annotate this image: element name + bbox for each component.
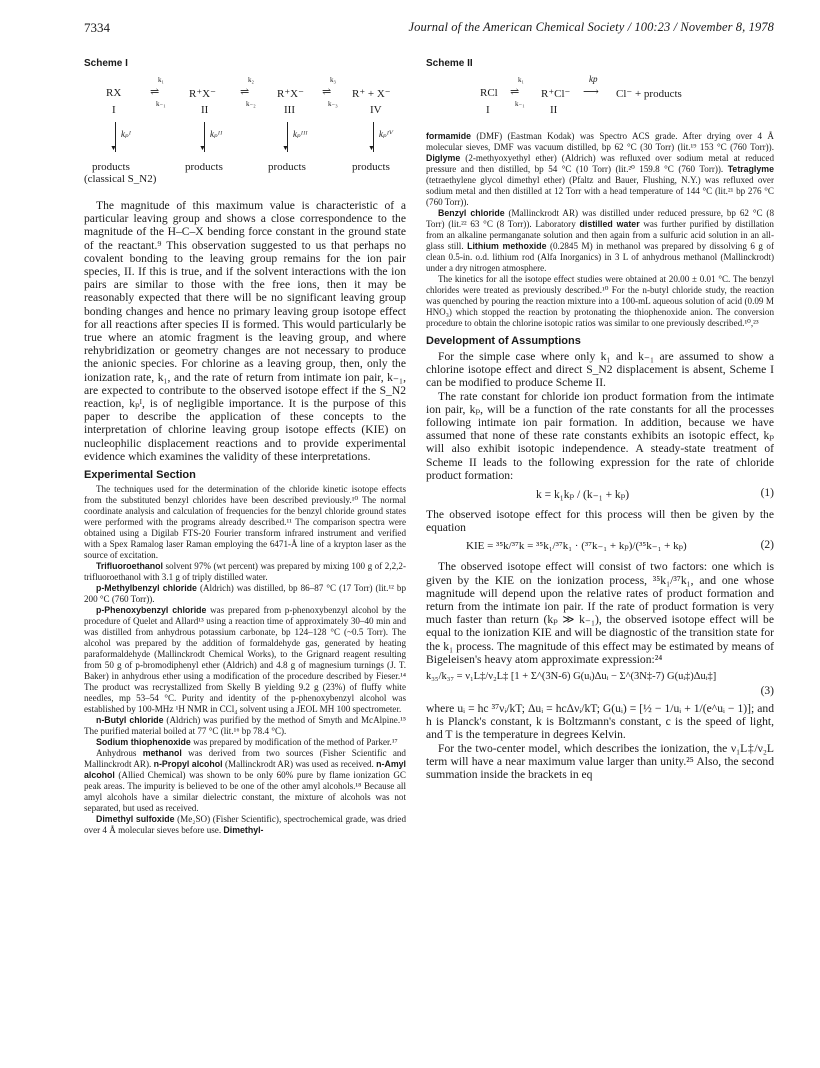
equilibrium-arrow-1: ⇌ [150, 86, 159, 98]
numeral-iii: III [284, 104, 295, 116]
npa-text: (Mallinckrodt AR) was used as received. [222, 759, 377, 770]
stp-label: Sodium thiophenoxide [96, 737, 191, 748]
naa-label: n-Amyl alcohol [84, 759, 406, 781]
chloride-products: Cl⁻ + products [616, 88, 682, 100]
exp-paragraph-dmf [426, 131, 774, 208]
right-column [426, 58, 774, 781]
classical-sn2-note: (classical S_N2) [84, 173, 157, 185]
numeral-ii-s2: II [550, 104, 558, 116]
lime-text: (0.2845 M) in methanol was prepared by dissolving 6 g of clean 0.5-in. o.d. lithium rod (Alfa Inorganics) in 3 L of anhydrous methanol (Mallinckrodt) under a dry nitrogen atmosphere. [426, 241, 774, 273]
equilibrium-arrow-2: ⇌ [240, 86, 249, 98]
k-1-label: k₋₁ [156, 100, 166, 108]
meoh-pre: Anhydrous [96, 748, 143, 759]
dev-paragraph-2: The rate constant for chloride ion product formation from the intimate ion pair, kₚ, will be a function of the rate constants for all the processes following intimate ion pair formation. In addition, because we have assumed that none of these rate constants exhibits an isotopic effect, kₚ will also exhibit isotopic independence. A steady-state treatment of Scheme II leads to the following expression for the rate of chloride product formation: [426, 389, 774, 482]
tetraglyme-text: (tetraethylene glycol dimethyl ether) (Pfaltz and Bauer, Flushing, N.Y.) was refluxed over sodium metal and then distilled at 12 Torr with a head temperature of 144 °C (lit.²¹ bp 276 °C (760 Torr)). [426, 175, 774, 207]
naa-text: (Allied Chemical) was shown to be only 60% pure by flame ionization GC peak areas. The impurity is believed to be one of the other amyl alcohols.¹⁸ Because all amyl alcohols have a similar dielectric constant, the mixture of alcohols was not separated, but used as received. [84, 770, 406, 814]
equation-2 [426, 539, 774, 555]
development-heading: Development of Assumptions [426, 335, 581, 347]
dev-paragraph-3: The observed isotope effect for this process will then be given by the equation [426, 508, 774, 535]
k3-label: k₃ [330, 76, 336, 84]
equation-3-number: (3) [760, 685, 774, 698]
benzyl-text: (Mallinckrodt AR) was distilled under reduced pressure, bp 62 °C (8 Torr) (lit.²² 63 °C (8 Torr)). Laboratory [426, 208, 774, 229]
experimental-heading: Experimental Section [84, 469, 196, 482]
nbc-text: (Aldrich) was purified by the method of Smyth and McAlpine.¹⁵ The purified material boiled at 77 °C (lit.¹⁶ bp 78.4 °C). [84, 715, 406, 737]
species-rx: RX [106, 87, 122, 99]
meoh-label: methanol [142, 748, 182, 759]
numeral-ii: II [201, 104, 209, 116]
numeral-iv: IV [370, 104, 382, 116]
equation-2-body: KIE = ³⁵k/³⁷k = ³⁵k₁/³⁷k₁ · (³⁷k₋₁ + kₚ)/(³⁵k₋₁ + kₚ) [466, 540, 687, 553]
dev-paragraph-4: The observed isotope effect will consist of two factors: one which is given by the KIE on the ionization process, ³⁵k₁/³⁷k₁, and one whose magnitude will depend upon the relative rates of product formation and return from the intimate ion pair. If the rate of product formation is very much faster than return (kₚ ≫ k₋₁), the observed isotope effect will be equal to the ionization KIE and will be diagnostic of the transition state for the k₁ process. The magnitude of this effect may be estimated by means of Bigeleisen's heavy atom approximate expression:²⁴ [426, 560, 774, 666]
page-header [84, 20, 774, 40]
benzyl-label: Benzyl chloride [438, 208, 505, 218]
exp-paragraph-tfe [84, 561, 406, 583]
k1-label-s2: k₁ [518, 76, 524, 84]
left-column [84, 58, 406, 836]
ppb-label: p-Phenoxybenzyl chloride [96, 605, 207, 616]
products-2: products [185, 161, 223, 173]
products-1: products [92, 161, 130, 173]
page-number: 7334 [84, 20, 110, 35]
kp-label-s2: kp [589, 74, 598, 84]
nbc-label: n-Butyl chloride [96, 715, 164, 726]
equation-3 [426, 671, 774, 699]
k-2-label: k₋₂ [246, 100, 256, 108]
equation-1 [426, 487, 774, 503]
kp-i-label: kₚᴵ [121, 129, 131, 139]
exp-paragraph-alcohols [84, 748, 406, 814]
species-ion-pair-intimate: R⁺X⁻ [189, 88, 216, 100]
water-label: distilled water [579, 219, 640, 229]
scheme-1-label: Scheme I [84, 58, 128, 69]
stp-text: was prepared by modification of the method of Parker.¹⁷ [190, 737, 398, 748]
k-1-label-s2: k₋₁ [515, 100, 525, 108]
tfe-label: Trifluoroethanol [96, 561, 163, 572]
pmb-label: p-Methylbenzyl chloride [96, 583, 197, 594]
dev-paragraph-5: where uᵢ = hc ³⁷νᵢ/kT; Δuᵢ = hcΔνᵢ/kT; G(uᵢ) = [½ − 1/uᵢ + 1/(e^uᵢ − 1)]; and h is Planck's constant, k is Boltzmann's constant, c is the speed of light, and T is the temperature in degrees Kelvin. [426, 702, 774, 742]
scheme-2-label: Scheme II [426, 58, 473, 69]
npa-label: n-Propyl alcohol [153, 759, 223, 770]
forward-arrow-s2: ⟶ [583, 86, 599, 98]
products-4: products [352, 161, 390, 173]
equation-3-body: k₃₅/k₃₇ = ν₁L‡/ν₂L‡ [1 + Σ^(3N-6) G(uᵢ)Δuᵢ − Σ^(3N‡-7) G(uᵢ‡)Δuᵢ‡] [426, 671, 717, 683]
exp-paragraph-pmb [84, 583, 406, 605]
arrowhead-3: ▼ [282, 144, 289, 152]
dmso-text: (Me₂SO) (Fisher Scientific), spectrochemical grade, was dried over 4 Å molecular sieves before use. [84, 814, 406, 836]
exp-paragraph-kinetics: The kinetics for all the isotope effect studies were obtained at 20.00 ± 0.01 °C. The benzyl chlorides were treated as previously described.¹⁰ For the n-butyl chloride study, the reaction was quenched by pouring the reaction mixture into a 100-mL aqueous solution of acid (0.09 M HNO₃) which stopped the reaction by protonating the thiophenoxide anion. The conversion procedure to obtain the chlorine isotopic ratios was similar to one previously described.¹⁰,²³ [426, 274, 774, 328]
species-free-ions: R⁺ + X⁻ [352, 88, 391, 100]
arrowhead-1: ▼ [110, 144, 117, 152]
exp-paragraph-techniques: The techniques used for the determination of the chloride kinetic isotope effects from the substituted benzyl chlorides have been described previously.¹⁰ The normal coordinate analysis and calculation of frequencies for the benzyl chloride ground states were performed with the programs already described.¹¹ The comparison spectra were obtained using a Digilab FTS-20 Fourier transform infrared instrument and verified with a Spex Ramalog laser Raman employing the 6471-Å line of a krypton laser as the source of excitation. [84, 484, 406, 561]
products-3: products [268, 161, 306, 173]
kp-iii-label: kₚᴵᴵᴵ [293, 129, 308, 139]
numeral-i-s2: I [486, 104, 490, 116]
numeral-i: I [112, 104, 116, 116]
species-rcl: RCl [480, 87, 498, 99]
exp-paragraph-benzyl [426, 208, 774, 274]
meoh-text: was derived from two sources (Fisher Scientific and Mallinckrodt AR). [84, 748, 406, 770]
equation-2-number: (2) [760, 539, 774, 552]
lime-label: Lithium methoxide [467, 241, 547, 251]
journal-citation: Journal of the American Chemical Society / 100:23 / November 8, 1978 [408, 20, 774, 34]
k-3-label: k₋₃ [328, 100, 338, 108]
k2-label: k₂ [248, 76, 254, 84]
k1-label: k₁ [158, 76, 164, 84]
dev-paragraph-1: For the simple case where only k₁ and k₋₁ are assumed to show a chlorine isotope effect and direct S_N2 displacement is absent, Scheme I can be modified to produce Scheme II. [426, 350, 774, 390]
ppb-text: was prepared from p-phenoxybenzyl alcohol by the procedure of Quelet and Allard¹³ using a reaction time of approximately 30–40 min and was distilled from anhydrous potassium carbonate, bp 124–128 °C (~0.5 Torr). The alcohol was prepared by the addition of formaldehyde gas, generated by heating paraformaldehyde (Mallinckrodt Chemical Works), to the Grignard reagent resulting from 50 g of p-bromodiphenyl ether (Aldrich) and 4.8 g of magnesium turnings (J. T. Baker) in anhydrous ether using a modification of the procedure described by Fieser.¹⁴ The product was recrystallized from Skelly B yielding 9.2 g (23%) of fluffy white needles, mp 53–54 °C. Purity and identity of the p-phenoxybenzyl alcohol was established by 100-MHz ¹H NMR in CCl₄ solvent using a JEOL MH 100 spectrometer. [84, 605, 406, 715]
species-ion-pair: R⁺Cl⁻ [541, 88, 571, 100]
tetraglyme-label: Tetraglyme [727, 164, 774, 174]
dev-paragraph-6: For the two-center model, which describes the ionization, the ν₁L‡/ν₂L term will have a near maximum value larger than unity.²⁵ Also, the second summation inside the brackets in eq [426, 741, 774, 782]
tfe-text: solvent 97% (wt percent) was prepared by mixing 100 g of 2,2,2-trifluoroethanol with 3.1 g of triply distilled water. [84, 561, 406, 583]
pmb-text: (Aldrich) was distilled, bp 86–87 °C (17 Torr) (lit.¹² bp 200 °C (760 Torr)). [84, 583, 406, 605]
species-ion-pair-solvent: R⁺X⁻ [277, 88, 304, 100]
diglyme-text: (2-methyoxyethyl ether) (Aldrich) was refluxed over sodium metal at reduced pressure and then distilled, bp 54 °C (10 Torr) (lit.²⁰ 159.8 °C (760 Torr)). [426, 153, 774, 174]
intro-paragraph: The magnitude of this maximum value is characteristic of a particular leaving group and shows a close correspondence to the magnitude of the H–C–X bending force constant in the ground state of the reactant.⁹ This observation suggested to us that perhaps no covalent bonding to the leaving group remains for the ion pair species, II. If this is true, and if the solvent interactions with the ion pairs are similar to those with the free ions, then it may be reasonably expected that there will be no significant leaving group bonding changes and hence no primary leaving group isotope effect for all reactions after species II is formed. This would particularly be true where an atomic fragment is the leaving group, and where rehybridization or geometry changes are not necessary to produce the anionic species. For chlorine as a leaving group, then, only the ionization rate, k₁, and the rate of return from intimate ion pair, k₋₁, are expected to contribute to the observed isotope effect if the S_N2 reaction, kₚᴵ, is of negligible importance. It is the purpose of this paper to describe the application of these concepts to the interpretation of chlorine leaving group isotope effects (KIE) on nucleophilic displacement reactions and to provide experimental evidence which examines the validity of these interpretations. [84, 199, 406, 463]
equilibrium-arrow-s2: ⇌ [510, 86, 519, 98]
scheme-1 [84, 69, 406, 199]
kp-ii-label: kₚᴵᴵ [210, 129, 223, 139]
equation-1-body: k = k₁kₚ / (k₋₁ + kₚ) [536, 489, 630, 502]
arrowhead-2: ▼ [199, 144, 206, 152]
water-text: was further purified by distillation from an alkaline permanganate solution and then again from a sulfuric acid solution in an all-glass still. [426, 219, 774, 251]
dmf-text: (DMF) (Eastman Kodak) was Spectro ACS grade. After drying over 4 Å molecular sieves, DMF was vacuum distilled, bp 62 °C (30 Torr) (lit.¹⁹ 153 °C (760 Torr)). [426, 131, 774, 152]
kp-iv-label: kₚᴵⱽ [379, 129, 394, 139]
exp-paragraph-stp [84, 737, 406, 748]
arrowhead-4: ▼ [368, 144, 375, 152]
exp-paragraph-ppb [84, 605, 406, 715]
equation-1-number: (1) [760, 487, 774, 500]
equilibrium-arrow-3: ⇌ [322, 86, 331, 98]
dmso-label: Dimethyl sulfoxide [96, 814, 175, 825]
dmf-label-a: Dimethyl- [223, 825, 264, 836]
dmf-label-b: formamide [426, 131, 471, 141]
exp-paragraph-dmso [84, 814, 406, 836]
exp-paragraph-nbc [84, 715, 406, 737]
diglyme-label: Diglyme [426, 153, 461, 163]
scheme-2 [426, 69, 774, 131]
